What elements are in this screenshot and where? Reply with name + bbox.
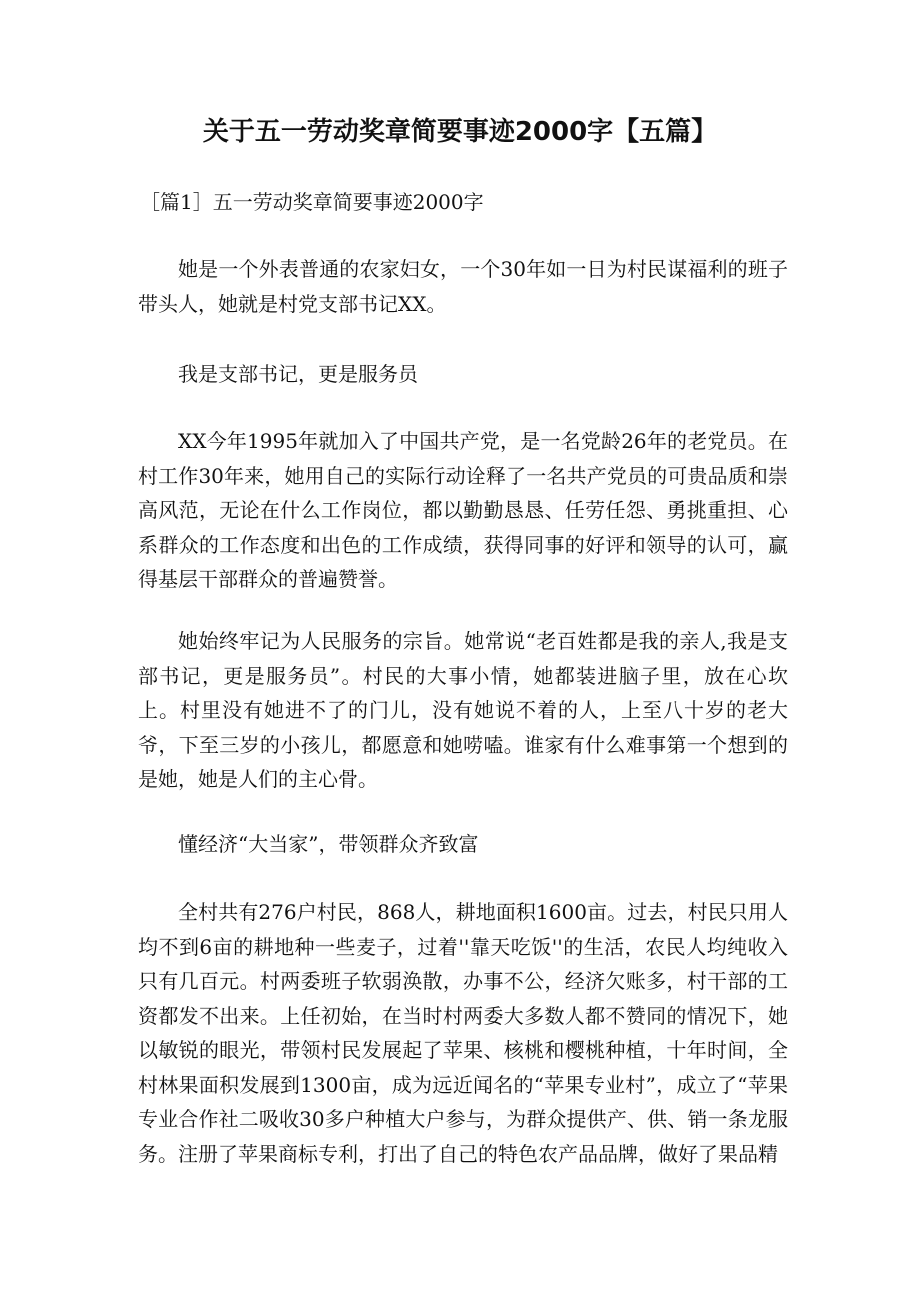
subheading-economy: 懂经济“大当家”，带领群众齐致富 xyxy=(178,832,479,856)
paragraph-service-purpose: 她始终牢记为人民服务的宗旨。她常说“老百姓都是我的亲人,我是支部书记，更是服务员”。村民的大事小情，她都装进脑子里，放在心坎上。村里没有她进不了的门儿，没有她说不着的人，上至八十岁的老大爷，下至三岁的小孩儿，都愿意和她唠嗑。谁家有什么难事第一个想到的是她，她是人们的主心骨。 xyxy=(138,629,788,791)
section-heading: ［篇1］五一劳动奖章简要事迹2000字 xyxy=(140,190,484,214)
paragraph-intro: 她是一个外表普通的农家妇女，一个30年如一日为村民谋福利的班子带头人，她就是村党支部书记XX。 xyxy=(138,257,788,316)
paragraph-party-member: XX今年1995年就加入了中国共产党，是一名党龄26年的老党员。在村工作30年来，她用自己的实际行动诠释了一名共产党员的可贵品质和崇高风范，无论在什么工作岗位，都以勤勤恳恳、任劳任怨、勇挑重担、心系群众的工作态度和出色的工作成绩，获得同事的好评和领导的认可，赢得基层干部群众的普遍赞誉。 xyxy=(138,429,788,591)
subheading-service: 我是支部书记，更是服务员 xyxy=(178,362,418,386)
document-title: 关于五一劳动奖章简要事迹2000字【五篇】 xyxy=(202,117,718,147)
paragraph-village-economy: 全村共有276户村民，868人，耕地面积1600亩。过去，村民只用人均不到6亩的耕地种一些麦子，过着''靠天吃饭''的生活，农民人均纯收入只有几百元。村两委班子软弱涣散，办事不公，经济欠账多，村干部的工资都发不出来。上任初始，在当时村两委大多数人都不赞同的情况下，她以敏锐的眼光，带领村民发展起了苹果、核桃和樱桃种植，十年时间，全村林果面积发展到1300亩，成为远近闻名的“苹果专业村”，成立了“苹果专业合作社二吸收30多户种植大户参与，为群众提供产、供、销一条龙服务。注册了苹果商标专利，打出了自己的特色农产品品牌，做好了果品精 xyxy=(138,900,788,1166)
